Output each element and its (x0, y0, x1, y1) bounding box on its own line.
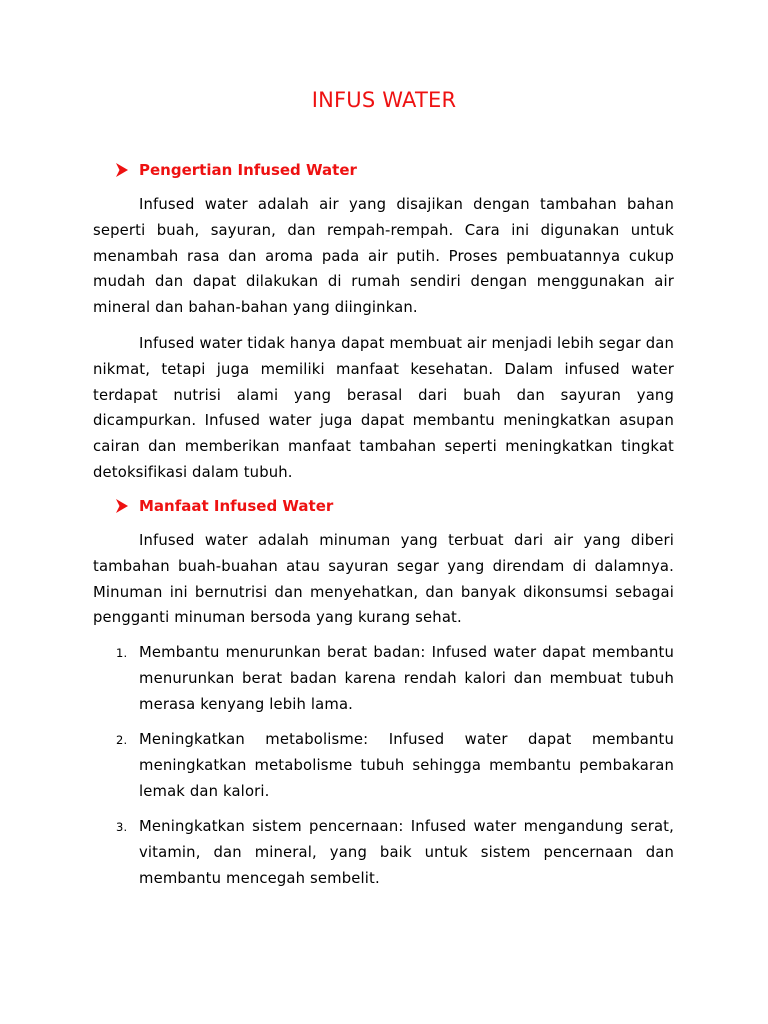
arrowhead-bullet-icon (116, 163, 128, 177)
section-heading-pengertian (116, 159, 676, 181)
arrowhead-bullet-icon (116, 499, 128, 513)
paragraph: Infused water adalah minuman yang terbuat dari air yang diberi tambahan buah-buahan atau sayuran segar yang direndam di dalamnya. Minuman ini bernutrisi dan menyehatkan, dan banyak dikonsumsi sebagai pengganti minuman bersoda yang kurang sehat. (93, 532, 674, 627)
list-item-number: 2. (116, 732, 128, 747)
document-title: INFUS WATER (311, 88, 457, 112)
list-item (93, 640, 674, 717)
section-heading-text: Pengertian Infused Water (139, 161, 357, 179)
list-item-text: Membantu menurunkan berat badan: Infused water dapat membantu menurunkan berat badan karena rendah kalori dan membuat tubuh merasa kenyang lebih lama. (139, 644, 674, 713)
section-heading-manfaat (116, 495, 676, 517)
list-item (93, 727, 674, 804)
paragraph: Infused water adalah air yang disajikan dengan tambahan bahan seperti buah, sayuran, dan rempah-rempah. Cara ini digunakan untuk menambah rasa dan aroma pada air putih. Proses pembuatannya cukup mudah dan dapat dilakukan di rumah sendiri dengan menggunakan air mineral dan bahan-bahan yang diinginkan. (93, 196, 674, 317)
section-heading-text: Manfaat Infused Water (139, 497, 334, 515)
paragraph: Infused water tidak hanya dapat membuat air menjadi lebih segar dan nikmat, tetapi juga memiliki manfaat kesehatan. Dalam infused water terdapat nutrisi alami yang berasal dari buah dan sayuran yang dicampurkan. Infused water juga dapat membantu meningkatkan asupan cairan dan memberikan manfaat tambahan seperti meningkatkan tingkat detoksifikasi dalam tubuh. (93, 335, 674, 481)
list-item-text: Meningkatkan sistem pencernaan: Infused water mengandung serat, vitamin, dan mineral, yang baik untuk sistem pencernaan dan membantu mencegah sembelit. (139, 817, 674, 887)
benefits-list (93, 640, 674, 901)
list-item-text: Meningkatkan metabolisme: Infused water dapat membantu meningkatkan metabolisme tubuh sehingga membantu pembakaran lemak dan kalori. (139, 730, 674, 800)
list-item (93, 814, 674, 891)
list-item-number: 3. (116, 819, 128, 834)
list-item-number: 1. (116, 646, 128, 660)
